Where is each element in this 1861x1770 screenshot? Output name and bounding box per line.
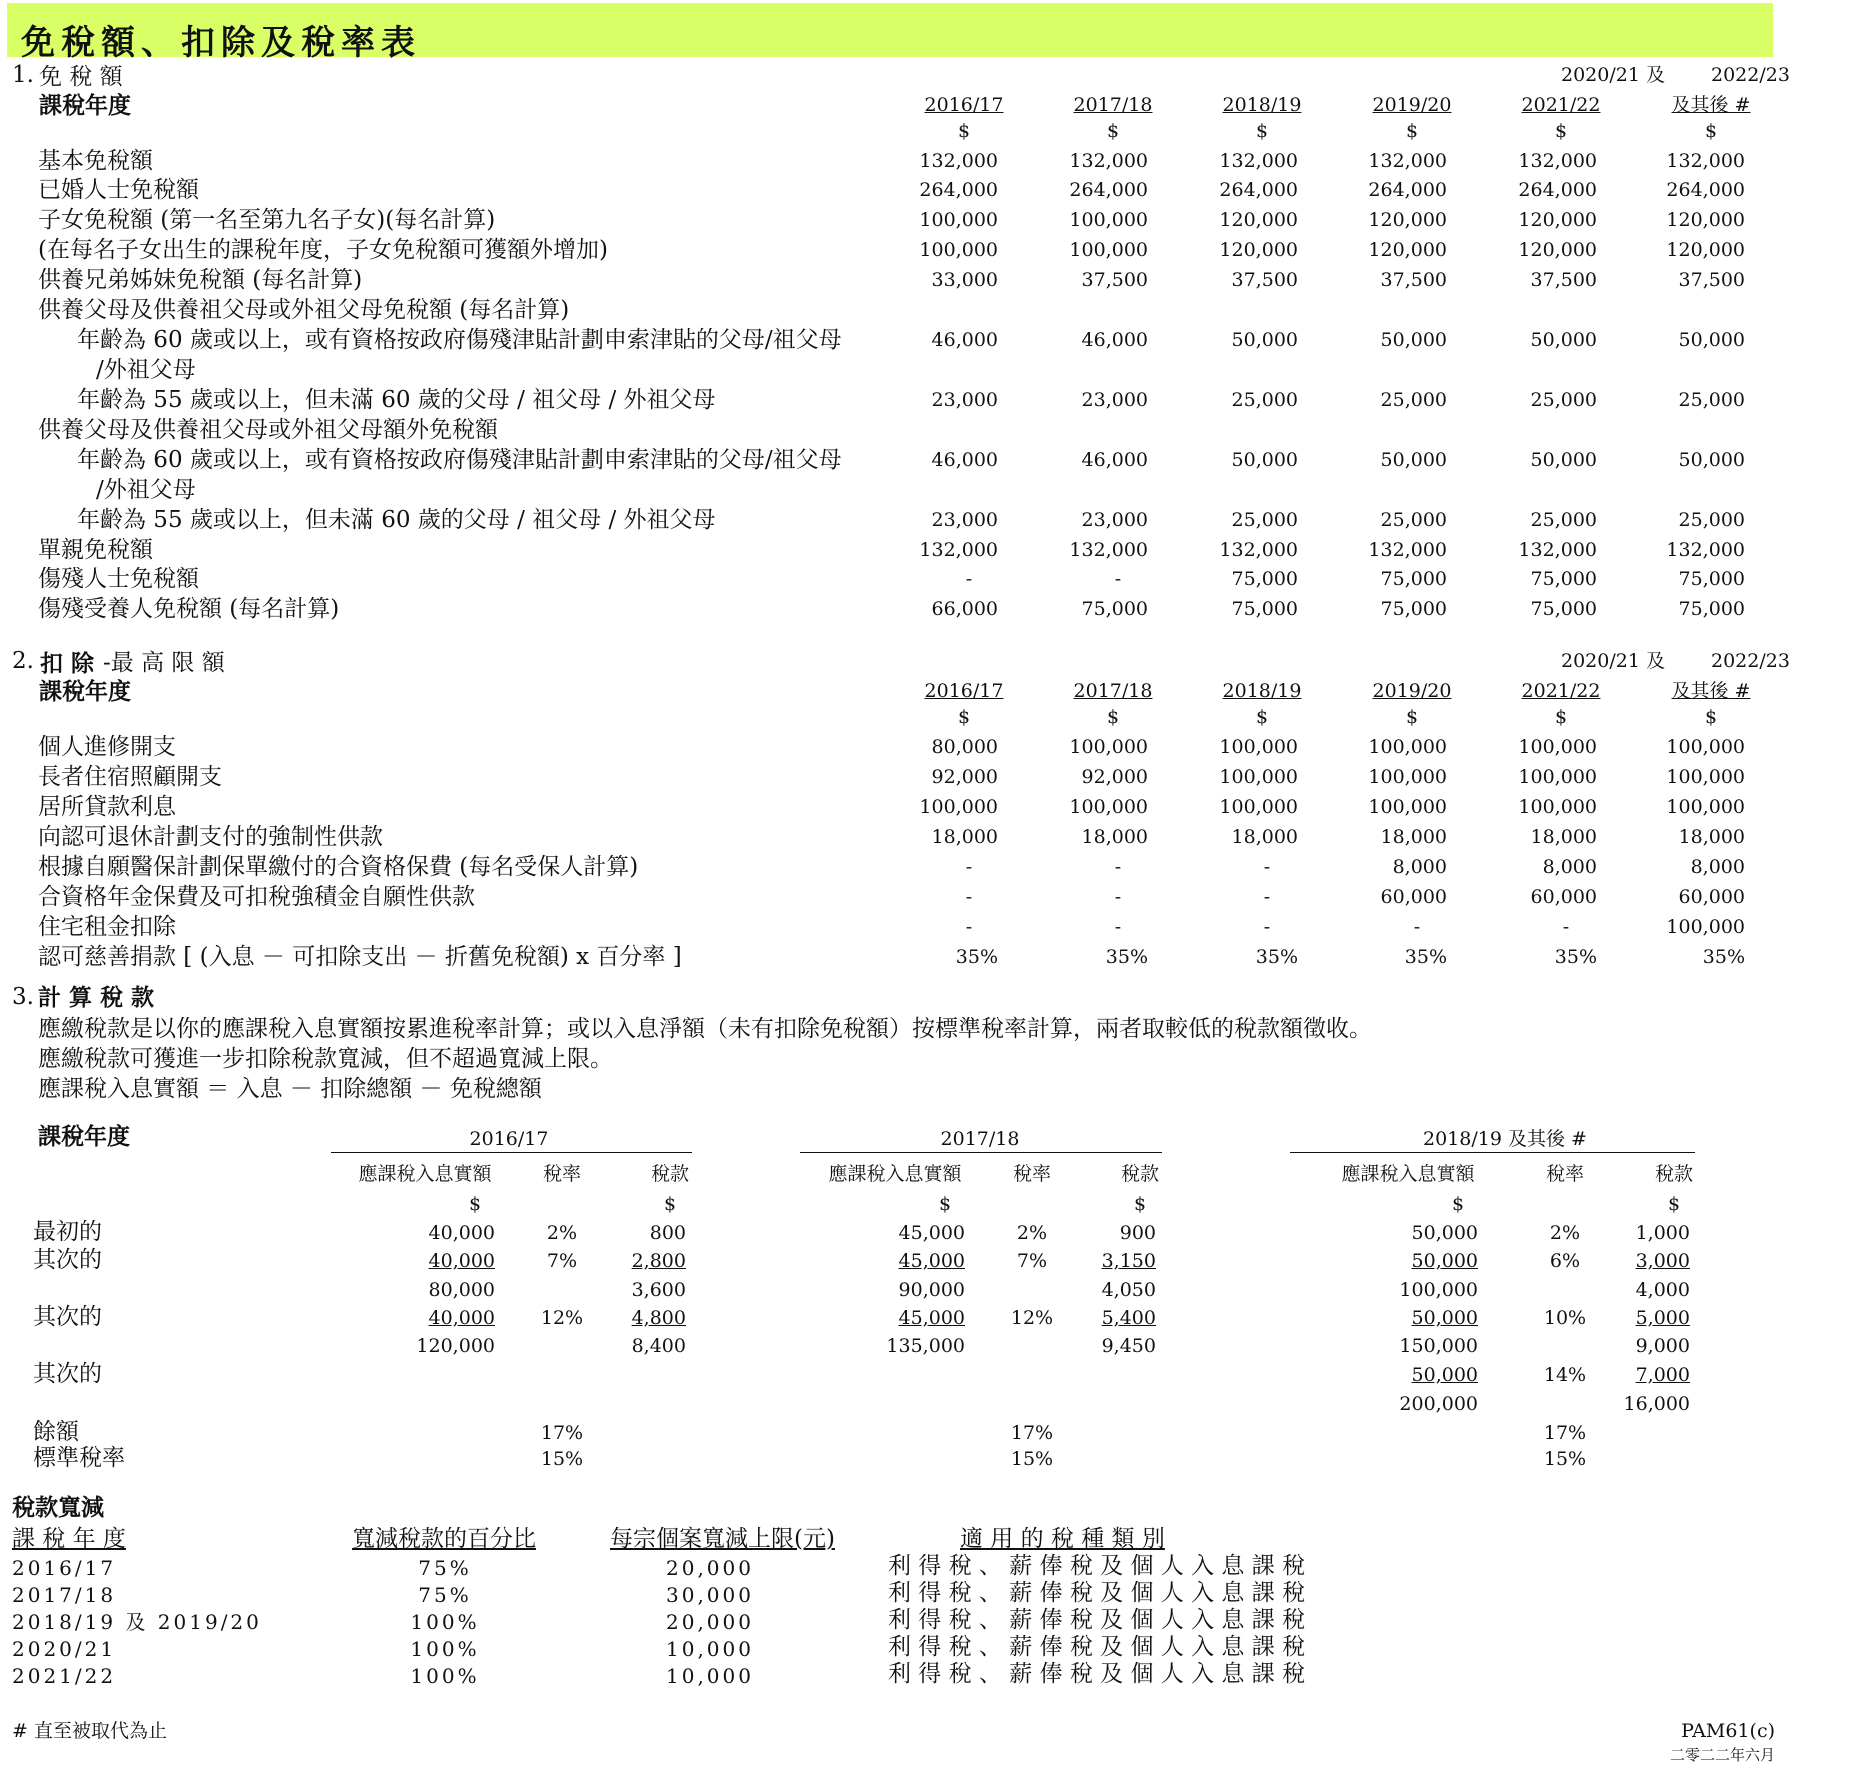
computation-income-cell: 150,000 bbox=[1399, 1335, 1478, 1357]
relief-tax-types: 利 得 稅 、 薪 俸 稅 及 個 人 入 息 課 稅 bbox=[888, 1607, 1306, 1633]
document-code: PAM61(c) bbox=[1681, 1720, 1775, 1742]
group-title-rule bbox=[331, 1152, 692, 1153]
deductions-cell: 100,000 bbox=[1069, 796, 1148, 818]
deductions-cell: 100,000 bbox=[1518, 796, 1597, 818]
allowances-cell: 100,000 bbox=[919, 239, 998, 261]
computation-year-label: 課稅年度 bbox=[38, 1123, 130, 1150]
computation-line: 應繳稅款可獲進一步扣除稅款寬減，但不超過寬減上限。 bbox=[38, 1046, 613, 1072]
allowances-currency-5: $ bbox=[1704, 120, 1718, 142]
computation-income-cell: 120,000 bbox=[416, 1335, 495, 1357]
computation-currency-tax: $ bbox=[663, 1193, 677, 1215]
allowances-cell: 120,000 bbox=[1518, 239, 1597, 261]
deductions-cell: - bbox=[965, 886, 973, 908]
relief-percent: 100% bbox=[410, 1664, 480, 1688]
computation-tax-cell: 1,000 bbox=[1635, 1222, 1690, 1244]
deductions-cell: 100,000 bbox=[1219, 796, 1298, 818]
relief-tax-types: 利 得 稅 、 薪 俸 稅 及 個 人 入 息 課 稅 bbox=[888, 1634, 1306, 1660]
deductions-row-label: 認可慈善捐款 [ (入息 － 可扣除支出 － 折舊免稅額) x 百分率 ] bbox=[38, 944, 682, 970]
computation-tax-cell: 8,400 bbox=[631, 1335, 686, 1357]
deductions-cell: 100,000 bbox=[1518, 766, 1597, 788]
allowances-cell: 132,000 bbox=[1666, 150, 1745, 172]
allowances-cell: 75,000 bbox=[1678, 598, 1745, 620]
allowances-cell: 132,000 bbox=[1368, 150, 1447, 172]
computation-income-cell: 50,000 bbox=[1411, 1364, 1478, 1386]
computation-income-cell: 45,000 bbox=[898, 1222, 965, 1244]
deductions-cell: - bbox=[965, 916, 973, 938]
allowances-cell: 120,000 bbox=[1368, 209, 1447, 231]
deductions-col-year-5: 及其後 # bbox=[1671, 680, 1751, 702]
computation-income-cell: 80,000 bbox=[428, 1279, 495, 1301]
allowances-cell: 132,000 bbox=[1666, 539, 1745, 561]
computation-row-label: 餘額 bbox=[33, 1419, 79, 1445]
computation-subheader-income: 應課稅入息實額 bbox=[358, 1163, 492, 1185]
allowances-row-label: 年齡為 55 歲或以上，但未滿 60 歲的父母 / 祖父母 / 外祖父母 bbox=[77, 507, 716, 533]
computation-tax-cell: 3,000 bbox=[1635, 1250, 1690, 1272]
allowances-cell: 25,000 bbox=[1678, 389, 1745, 411]
allowances-cell: 120,000 bbox=[1666, 209, 1745, 231]
allowances-cell: 50,000 bbox=[1380, 449, 1447, 471]
computation-income-cell: 100,000 bbox=[1399, 1279, 1478, 1301]
deductions-cell: - bbox=[1263, 886, 1271, 908]
computation-rate-cell: 14% bbox=[1543, 1364, 1587, 1386]
computation-currency-income: $ bbox=[938, 1193, 952, 1215]
deductions-year-label: 課稅年度 bbox=[39, 678, 131, 705]
deductions-col-year-1: 2017/18 bbox=[1073, 680, 1153, 702]
relief-cap: 20,000 bbox=[666, 1556, 754, 1580]
allowances-cell: 132,000 bbox=[1368, 539, 1447, 561]
deductions-cell: 60,000 bbox=[1678, 886, 1745, 908]
relief-header-1: 寬減稅款的百分比 bbox=[352, 1526, 536, 1552]
computation-tax-cell: 800 bbox=[649, 1222, 686, 1244]
deductions-currency-5: $ bbox=[1704, 706, 1718, 728]
group-title-rule bbox=[800, 1152, 1162, 1153]
allowances-cell: 75,000 bbox=[1231, 598, 1298, 620]
deductions-col-top-4: 2020/21 及 bbox=[1561, 650, 1665, 672]
computation-subheader-tax: 稅款 bbox=[1120, 1163, 1159, 1185]
footnote: # 直至被取代為止 bbox=[12, 1720, 167, 1742]
deductions-cell: 100,000 bbox=[1666, 736, 1745, 758]
computation-tax-cell: 7,000 bbox=[1635, 1364, 1690, 1386]
computation-tax-cell: 5,400 bbox=[1101, 1307, 1156, 1329]
computation-group-title-1: 2017/18 bbox=[940, 1128, 1020, 1150]
deductions-cell: - bbox=[1413, 916, 1421, 938]
allowances-cell: 23,000 bbox=[1081, 389, 1148, 411]
relief-header-2: 每宗個案寬減上限(元) bbox=[610, 1526, 835, 1552]
relief-percent: 75% bbox=[418, 1556, 472, 1580]
allowances-cell: 132,000 bbox=[919, 539, 998, 561]
allowances-cell: 264,000 bbox=[919, 179, 998, 201]
deductions-cell: 100,000 bbox=[1368, 766, 1447, 788]
computation-row-label: 其次的 bbox=[33, 1304, 102, 1330]
deductions-cell: 100,000 bbox=[1666, 766, 1745, 788]
allowances-cell: 100,000 bbox=[919, 209, 998, 231]
deductions-cell: 35% bbox=[1404, 946, 1447, 968]
deductions-cell: 18,000 bbox=[1678, 826, 1745, 848]
allowances-cell: 75,000 bbox=[1081, 598, 1148, 620]
allowances-cell: 46,000 bbox=[931, 449, 998, 471]
computation-income-cell: 50,000 bbox=[1411, 1307, 1478, 1329]
relief-header-0: 課 稅 年 度 bbox=[12, 1526, 126, 1552]
title-banner bbox=[7, 3, 1773, 63]
deductions-cell: 18,000 bbox=[1530, 826, 1597, 848]
computation-income-cell: 40,000 bbox=[428, 1250, 495, 1272]
deductions-cell: - bbox=[1263, 856, 1271, 878]
deductions-cell: 100,000 bbox=[1219, 766, 1298, 788]
allowances-currency-3: $ bbox=[1405, 120, 1419, 142]
computation-income-cell: 40,000 bbox=[428, 1307, 495, 1329]
relief-cap: 30,000 bbox=[666, 1583, 754, 1607]
allowances-cell: 100,000 bbox=[1069, 209, 1148, 231]
deductions-row-label: 長者住宿照顧開支 bbox=[38, 764, 222, 790]
computation-subheader-tax: 稅款 bbox=[650, 1163, 689, 1185]
computation-rate-cell: 17% bbox=[540, 1422, 584, 1444]
allowances-row-label: 供養父母及供養祖父母或外祖父母免稅額 (每名計算) bbox=[38, 297, 570, 323]
allowances-cell: 132,000 bbox=[1219, 150, 1298, 172]
allowances-cell: 37,500 bbox=[1081, 269, 1148, 291]
allowances-row-label: 單親免稅額 bbox=[38, 537, 153, 563]
computation-rate-cell: 7% bbox=[546, 1250, 578, 1272]
computation-income-cell: 45,000 bbox=[898, 1307, 965, 1329]
allowances-cell: 33,000 bbox=[931, 269, 998, 291]
computation-tax-cell: 9,450 bbox=[1101, 1335, 1156, 1357]
allowances-cell: 75,000 bbox=[1530, 568, 1597, 590]
computation-rate-cell: 12% bbox=[1010, 1307, 1054, 1329]
allowances-cell: 264,000 bbox=[1518, 179, 1597, 201]
allowances-row-label-cont: /外祖父母 bbox=[96, 357, 196, 383]
deductions-col-year-2: 2018/19 bbox=[1222, 680, 1302, 702]
allowances-cell: 75,000 bbox=[1678, 568, 1745, 590]
allowances-cell: 132,000 bbox=[1069, 150, 1148, 172]
allowances-cell: 75,000 bbox=[1380, 568, 1447, 590]
computation-heading: 計 算 稅 款 bbox=[38, 984, 155, 1011]
computation-currency-tax: $ bbox=[1133, 1193, 1147, 1215]
computation-group-title-2: 2018/19 及其後 # bbox=[1423, 1128, 1587, 1150]
allowances-row-label: 年齡為 60 歲或以上，或有資格按政府傷殘津貼計劃申索津貼的父母/祖父母 bbox=[77, 327, 842, 353]
allowances-cell: 132,000 bbox=[1518, 150, 1597, 172]
deductions-cell: - bbox=[1114, 856, 1122, 878]
deductions-cell: 100,000 bbox=[1368, 736, 1447, 758]
group-title-rule bbox=[1290, 1152, 1695, 1153]
deductions-cell: 100,000 bbox=[1219, 736, 1298, 758]
allowances-cell: 37,500 bbox=[1678, 269, 1745, 291]
deductions-cell: - bbox=[1114, 916, 1122, 938]
deductions-currency-2: $ bbox=[1255, 706, 1269, 728]
allowances-cell: 132,000 bbox=[1069, 539, 1148, 561]
deductions-cell: 100,000 bbox=[1069, 736, 1148, 758]
computation-rate-cell: 15% bbox=[540, 1448, 584, 1470]
allowances-heading: 免 稅 額 bbox=[39, 64, 123, 90]
allowances-cell: 50,000 bbox=[1231, 449, 1298, 471]
computation-rate-cell: 15% bbox=[1543, 1448, 1587, 1470]
allowances-col-year-2: 2018/19 bbox=[1222, 94, 1302, 116]
deductions-cell: 60,000 bbox=[1380, 886, 1447, 908]
allowances-currency-2: $ bbox=[1255, 120, 1269, 142]
deductions-cell: 8,000 bbox=[1392, 856, 1447, 878]
computation-income-cell: 200,000 bbox=[1399, 1393, 1478, 1415]
deductions-cell: 18,000 bbox=[1380, 826, 1447, 848]
allowances-cell: 25,000 bbox=[1231, 389, 1298, 411]
allowances-col-top-4: 2020/21 及 bbox=[1561, 64, 1665, 86]
allowances-row-label: 已婚人士免稅額 bbox=[38, 177, 199, 203]
allowances-cell: 120,000 bbox=[1666, 239, 1745, 261]
allowances-cell: 120,000 bbox=[1368, 239, 1447, 261]
deductions-row-label: 住宅租金扣除 bbox=[38, 914, 176, 940]
deductions-cell: 35% bbox=[1255, 946, 1298, 968]
allowances-cell: 50,000 bbox=[1530, 329, 1597, 351]
deductions-currency-3: $ bbox=[1405, 706, 1419, 728]
allowances-row-label: 傷殘人士免稅額 bbox=[38, 566, 199, 592]
deductions-cell: 8,000 bbox=[1542, 856, 1597, 878]
allowances-col-year-1: 2017/18 bbox=[1073, 94, 1153, 116]
allowances-cell: 264,000 bbox=[1219, 179, 1298, 201]
deductions-row-label: 合資格年金保費及可扣稅強積金自願性供款 bbox=[38, 884, 475, 910]
allowances-cell: 37,500 bbox=[1530, 269, 1597, 291]
allowances-col-top-5: 2022/23 bbox=[1711, 64, 1790, 86]
deductions-currency-4: $ bbox=[1554, 706, 1568, 728]
allowances-currency-0: $ bbox=[957, 120, 971, 142]
deductions-col-year-4: 2021/22 bbox=[1521, 680, 1601, 702]
relief-cap: 10,000 bbox=[666, 1637, 754, 1661]
deductions-cell: 92,000 bbox=[931, 766, 998, 788]
computation-tax-cell: 4,050 bbox=[1101, 1279, 1156, 1301]
deductions-cell: 92,000 bbox=[1081, 766, 1148, 788]
computation-heading-number: 3. bbox=[12, 984, 34, 1010]
deductions-cell: 18,000 bbox=[931, 826, 998, 848]
allowances-cell: 23,000 bbox=[931, 389, 998, 411]
allowances-row-label: 供養父母及供養祖父母或外祖父母額外免稅額 bbox=[38, 417, 498, 443]
relief-cap: 10,000 bbox=[666, 1664, 754, 1688]
allowances-col-year-0: 2016/17 bbox=[924, 94, 1004, 116]
computation-tax-cell: 3,600 bbox=[631, 1279, 686, 1301]
allowances-row-label: 子女免稅額 (第一名至第九名子女)(每名計算) bbox=[38, 207, 496, 233]
allowances-cell: 25,000 bbox=[1380, 509, 1447, 531]
relief-year: 2018/19 及 2019/20 bbox=[12, 1610, 262, 1634]
relief-header-3: 適 用 的 稅 種 類 別 bbox=[960, 1526, 1165, 1552]
allowances-cell: 50,000 bbox=[1530, 449, 1597, 471]
deductions-cell: 100,000 bbox=[1368, 796, 1447, 818]
allowances-row-label: 年齡為 55 歲或以上，但未滿 60 歲的父母 / 祖父母 / 外祖父母 bbox=[77, 387, 716, 413]
computation-tax-cell: 5,000 bbox=[1635, 1307, 1690, 1329]
allowances-cell: 25,000 bbox=[1380, 389, 1447, 411]
allowances-cell: 46,000 bbox=[1081, 449, 1148, 471]
allowances-row-label: 傷殘受養人免稅額 (每名計算) bbox=[38, 596, 340, 622]
computation-subheader-rate: 稅率 bbox=[1012, 1163, 1051, 1185]
allowances-row-label: (在每名子女出生的課稅年度，子女免稅額可獲額外增加) bbox=[38, 237, 608, 263]
allowances-row-label: 基本免稅額 bbox=[38, 148, 153, 174]
allowances-cell: 100,000 bbox=[1069, 239, 1148, 261]
allowances-cell: 23,000 bbox=[931, 509, 998, 531]
allowances-cell: 50,000 bbox=[1380, 329, 1447, 351]
allowances-cell: 50,000 bbox=[1678, 329, 1745, 351]
deductions-heading-suffix: -最 高 限 額 bbox=[103, 650, 225, 676]
allowances-cell: 23,000 bbox=[1081, 509, 1148, 531]
allowances-col-year-3: 2019/20 bbox=[1372, 94, 1452, 116]
computation-rate-cell: 15% bbox=[1010, 1448, 1054, 1470]
computation-tax-cell: 16,000 bbox=[1623, 1393, 1690, 1415]
computation-subheader-rate: 稅率 bbox=[542, 1163, 581, 1185]
deductions-row-label: 個人進修開支 bbox=[38, 734, 176, 760]
deductions-currency-0: $ bbox=[957, 706, 971, 728]
deductions-col-year-3: 2019/20 bbox=[1372, 680, 1452, 702]
allowances-year-label: 課稅年度 bbox=[39, 92, 131, 119]
allowances-cell: 25,000 bbox=[1530, 389, 1597, 411]
computation-tax-cell: 900 bbox=[1119, 1222, 1156, 1244]
deductions-cell: 8,000 bbox=[1690, 856, 1745, 878]
computation-income-cell: 50,000 bbox=[1411, 1250, 1478, 1272]
allowances-cell: 50,000 bbox=[1678, 449, 1745, 471]
deductions-cell: 35% bbox=[1554, 946, 1597, 968]
computation-row-label: 其次的 bbox=[33, 1361, 102, 1387]
allowances-col-year-5: 及其後 # bbox=[1671, 94, 1751, 116]
deductions-cell: - bbox=[1562, 916, 1570, 938]
relief-cap: 20,000 bbox=[666, 1610, 754, 1634]
relief-year: 2020/21 bbox=[12, 1637, 117, 1661]
allowances-currency-4: $ bbox=[1554, 120, 1568, 142]
computation-tax-cell: 2,800 bbox=[631, 1250, 686, 1272]
computation-row-label: 標準稅率 bbox=[33, 1445, 125, 1471]
computation-line: 應繳稅款是以你的應課稅入息實額按累進稅率計算；或以入息淨額（未有扣除免稅額）按標準稅率計算，兩者取較低的稅款額徵收。 bbox=[38, 1016, 1372, 1042]
deductions-cell: 100,000 bbox=[919, 796, 998, 818]
allowances-cell: 264,000 bbox=[1368, 179, 1447, 201]
allowances-cell: 66,000 bbox=[931, 598, 998, 620]
allowances-cell: 264,000 bbox=[1069, 179, 1148, 201]
deductions-currency-1: $ bbox=[1106, 706, 1120, 728]
allowances-row-label: 供養兄弟姊妹免稅額 (每名計算) bbox=[38, 267, 363, 293]
computation-row-label: 最初的 bbox=[33, 1219, 102, 1245]
deductions-cell: - bbox=[965, 856, 973, 878]
deductions-cell: 100,000 bbox=[1518, 736, 1597, 758]
computation-currency-tax: $ bbox=[1667, 1193, 1681, 1215]
allowances-cell: 75,000 bbox=[1380, 598, 1447, 620]
allowances-cell: 120,000 bbox=[1518, 209, 1597, 231]
deductions-col-year-0: 2016/17 bbox=[924, 680, 1004, 702]
computation-income-cell: 90,000 bbox=[898, 1279, 965, 1301]
computation-rate-cell: 7% bbox=[1016, 1250, 1048, 1272]
allowances-cell: 264,000 bbox=[1666, 179, 1745, 201]
allowances-cell: 46,000 bbox=[1081, 329, 1148, 351]
computation-rate-cell: 2% bbox=[546, 1222, 578, 1244]
relief-tax-types: 利 得 稅 、 薪 俸 稅 及 個 人 入 息 課 稅 bbox=[888, 1580, 1306, 1606]
computation-rate-cell: 10% bbox=[1543, 1307, 1587, 1329]
allowances-row-label-cont: /外祖父母 bbox=[96, 477, 196, 503]
deductions-cell: 100,000 bbox=[1666, 916, 1745, 938]
computation-tax-cell: 3,150 bbox=[1101, 1250, 1156, 1272]
relief-tax-types: 利 得 稅 、 薪 俸 稅 及 個 人 入 息 課 稅 bbox=[888, 1553, 1306, 1579]
computation-row-label: 其次的 bbox=[33, 1247, 102, 1273]
allowances-cell: 37,500 bbox=[1380, 269, 1447, 291]
computation-income-cell: 135,000 bbox=[886, 1335, 965, 1357]
deductions-row-label: 根據自願醫保計劃保單繳付的合資格保費 (每名受保人計算) bbox=[38, 854, 639, 880]
computation-rate-cell: 17% bbox=[1010, 1422, 1054, 1444]
allowances-col-year-4: 2021/22 bbox=[1521, 94, 1601, 116]
computation-rate-cell: 2% bbox=[1549, 1222, 1581, 1244]
computation-subheader-income: 應課稅入息實額 bbox=[828, 1163, 962, 1185]
deductions-cell: 35% bbox=[1105, 946, 1148, 968]
computation-tax-cell: 9,000 bbox=[1635, 1335, 1690, 1357]
allowances-cell: 132,000 bbox=[919, 150, 998, 172]
relief-year: 2021/22 bbox=[12, 1664, 117, 1688]
allowances-cell: - bbox=[965, 568, 973, 590]
deductions-row-label: 向認可退休計劃支付的強制性供款 bbox=[38, 824, 383, 850]
allowances-cell: 50,000 bbox=[1231, 329, 1298, 351]
computation-group-title-0: 2016/17 bbox=[469, 1128, 549, 1150]
relief-percent: 100% bbox=[410, 1610, 480, 1634]
deductions-cell: 18,000 bbox=[1081, 826, 1148, 848]
allowances-cell: 25,000 bbox=[1530, 509, 1597, 531]
allowances-cell: 25,000 bbox=[1678, 509, 1745, 531]
computation-rate-cell: 17% bbox=[1543, 1422, 1587, 1444]
allowances-cell: - bbox=[1114, 568, 1122, 590]
computation-subheader-income: 應課稅入息實額 bbox=[1341, 1163, 1475, 1185]
computation-income-cell: 40,000 bbox=[428, 1222, 495, 1244]
computation-rate-cell: 2% bbox=[1016, 1222, 1048, 1244]
allowances-cell: 46,000 bbox=[931, 329, 998, 351]
relief-year: 2017/18 bbox=[12, 1583, 117, 1607]
computation-income-cell: 50,000 bbox=[1411, 1222, 1478, 1244]
allowances-cell: 75,000 bbox=[1231, 568, 1298, 590]
deductions-cell: 100,000 bbox=[1666, 796, 1745, 818]
allowances-cell: 120,000 bbox=[1219, 239, 1298, 261]
allowances-row-label: 年齡為 60 歲或以上，或有資格按政府傷殘津貼計劃申索津貼的父母/祖父母 bbox=[77, 447, 842, 473]
page-title: 免稅額、扣除及稅率表 bbox=[21, 23, 421, 63]
allowances-currency-1: $ bbox=[1106, 120, 1120, 142]
deductions-heading-number: 2. bbox=[12, 648, 34, 674]
allowances-cell: 120,000 bbox=[1219, 209, 1298, 231]
computation-tax-cell: 4,000 bbox=[1635, 1279, 1690, 1301]
deductions-cell: 18,000 bbox=[1231, 826, 1298, 848]
deductions-col-top-5: 2022/23 bbox=[1711, 650, 1790, 672]
computation-subheader-tax: 稅款 bbox=[1654, 1163, 1693, 1185]
computation-income-cell: 45,000 bbox=[898, 1250, 965, 1272]
allowances-heading-number: 1. bbox=[12, 62, 34, 88]
relief-tax-types: 利 得 稅 、 薪 俸 稅 及 個 人 入 息 課 稅 bbox=[888, 1661, 1306, 1687]
deductions-heading: 扣 除 bbox=[40, 650, 95, 677]
deductions-cell: 35% bbox=[1702, 946, 1745, 968]
computation-currency-income: $ bbox=[468, 1193, 482, 1215]
document-date: 二零二二年六月 bbox=[1669, 1746, 1775, 1764]
computation-subheader-rate: 稅率 bbox=[1545, 1163, 1584, 1185]
allowances-cell: 132,000 bbox=[1518, 539, 1597, 561]
relief-percent: 100% bbox=[410, 1637, 480, 1661]
deductions-cell: 60,000 bbox=[1530, 886, 1597, 908]
relief-percent: 75% bbox=[418, 1583, 472, 1607]
allowances-cell: 25,000 bbox=[1231, 509, 1298, 531]
deductions-cell: 80,000 bbox=[931, 736, 998, 758]
relief-year: 2016/17 bbox=[12, 1556, 117, 1580]
deductions-row-label: 居所貸款利息 bbox=[38, 794, 176, 820]
computation-rate-cell: 6% bbox=[1549, 1250, 1581, 1272]
deductions-cell: - bbox=[1114, 886, 1122, 908]
computation-tax-cell: 4,800 bbox=[631, 1307, 686, 1329]
deductions-cell: - bbox=[1263, 916, 1271, 938]
relief-title: 稅款寬減 bbox=[12, 1494, 104, 1521]
allowances-cell: 37,500 bbox=[1231, 269, 1298, 291]
computation-currency-income: $ bbox=[1451, 1193, 1465, 1215]
deductions-cell: 35% bbox=[955, 946, 998, 968]
computation-rate-cell: 12% bbox=[540, 1307, 584, 1329]
computation-line: 應課稅入息實額 ＝ 入息 － 扣除總額 － 免稅總額 bbox=[38, 1076, 542, 1102]
allowances-cell: 132,000 bbox=[1219, 539, 1298, 561]
allowances-cell: 75,000 bbox=[1530, 598, 1597, 620]
